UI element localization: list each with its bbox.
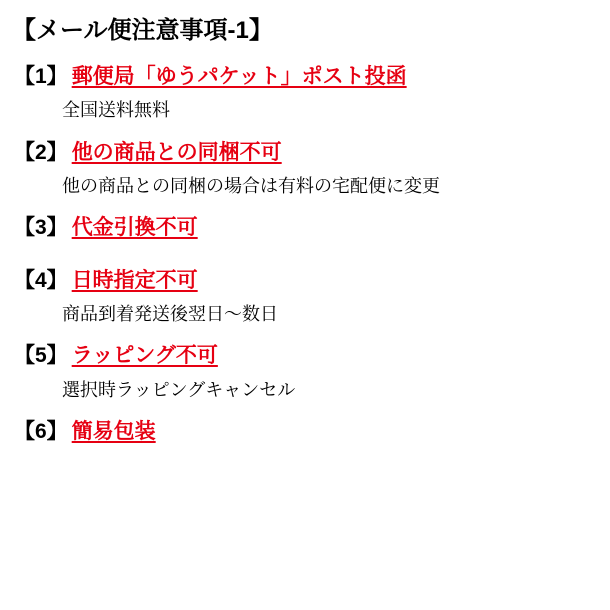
notice-item-3-head [10, 213, 600, 243]
notice-item-6 [10, 417, 600, 447]
spacer [10, 409, 600, 417]
notice-item-2-label: 他の商品との同梱不可 [71, 140, 282, 164]
notice-item-3-number: 【3】 [14, 216, 68, 240]
notice-item-6-head [10, 417, 600, 447]
spacer [10, 258, 600, 266]
notice-item-2 [10, 138, 600, 200]
notice-item-2-number: 【2】 [14, 140, 68, 164]
notice-item-1-head [10, 62, 600, 92]
notice-item-1-note: 全国送料無料 [62, 100, 170, 121]
spacer [10, 130, 600, 138]
notice-item-5-head [10, 341, 600, 371]
notice-item-4-number: 【4】 [14, 268, 68, 292]
notice-item-4-label: 日時指定不可 [71, 268, 198, 292]
notice-item-3 [10, 213, 600, 243]
spacer [10, 205, 600, 213]
notice-item-4-note: 商品到着発送後翌日～数日 [62, 304, 278, 325]
notice-item-4-head [10, 266, 600, 296]
notice-item-4 [10, 266, 600, 328]
notice-item-2-note: 他の商品との同梱の場合は有料の宅配便に変更 [62, 176, 440, 197]
notice-item-1-number: 【1】 [14, 65, 68, 88]
notice-item-6-label: 簡易包装 [71, 419, 156, 443]
notice-item-1-label: 郵便局「ゆうパケット」ポスト投函 [71, 65, 407, 88]
notice-item-5-label: ラッピング不可 [71, 344, 218, 368]
notice-item-5-number: 【5】 [14, 344, 68, 368]
notice-item-1 [10, 62, 600, 124]
notice-item-6-number: 【6】 [14, 419, 68, 443]
notice-item-2-head [10, 138, 600, 168]
notice-item-5 [10, 341, 600, 403]
spacer [10, 333, 600, 341]
notice-item-3-label: 代金引換不可 [71, 216, 198, 240]
page-title: 【メール便注意事項-1】 [12, 17, 273, 44]
notice-item-5-note: 選択時ラッピングキャンセル [62, 379, 296, 400]
spacer [10, 250, 600, 258]
